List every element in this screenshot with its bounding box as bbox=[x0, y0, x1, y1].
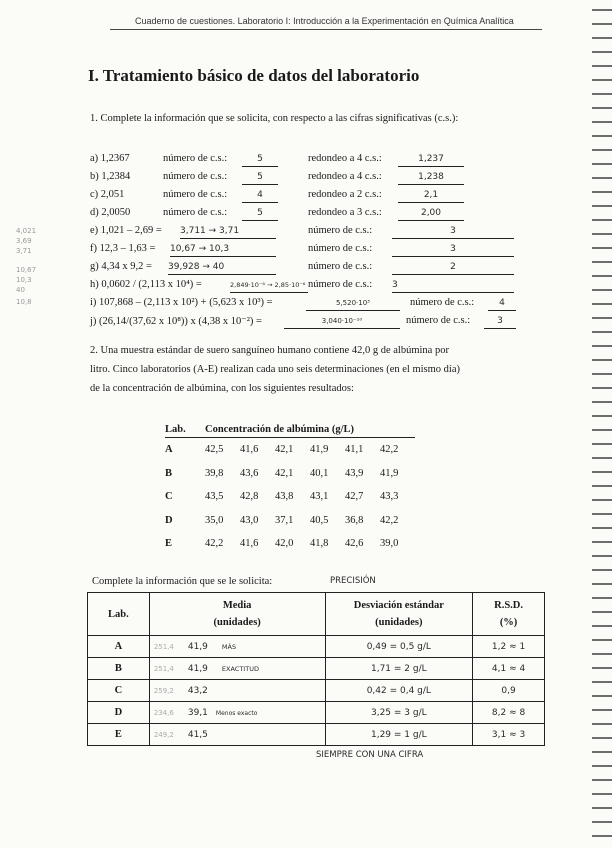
pencil-sum: 251,4 bbox=[153, 643, 174, 651]
value-cell: 43,3 bbox=[380, 491, 399, 503]
margin-note: 10,3 bbox=[16, 276, 32, 284]
item-label: número de c.s.: bbox=[163, 189, 228, 200]
spiral-binding bbox=[592, 0, 612, 848]
value-cell: 39,0 bbox=[380, 538, 399, 550]
value-cell: 42,1 bbox=[275, 444, 294, 456]
sd-cell bbox=[325, 680, 473, 702]
handwritten-answer: 39,1 bbox=[187, 708, 208, 718]
lab-cell: E bbox=[165, 538, 173, 550]
item-label: número de c.s.: bbox=[308, 225, 373, 236]
question-2-text: de la concentración de albúmina, con los siguientes resultados: bbox=[90, 383, 354, 394]
table-row bbox=[165, 438, 415, 462]
handwritten-answer: 3,1 ≈ 3 bbox=[491, 730, 526, 740]
value-cell: 42,1 bbox=[275, 467, 294, 479]
handwritten-answer: 3,25 = 3 g/L bbox=[370, 708, 427, 718]
col-header-mean bbox=[149, 593, 325, 636]
value-cell: 41,6 bbox=[240, 444, 259, 456]
item-label: redondeo a 2 c.s.: bbox=[308, 189, 382, 200]
rsd-cell bbox=[473, 680, 545, 702]
item-text: g) 4,34 x 9,2 = bbox=[90, 261, 152, 272]
sd-cell bbox=[325, 658, 473, 680]
item-label: número de c.s.: bbox=[308, 243, 373, 254]
pencil-sum: 234,6 bbox=[153, 709, 174, 717]
rsd-cell bbox=[473, 658, 545, 680]
col-header-sd bbox=[325, 593, 473, 636]
item-label: número de c.s.: bbox=[308, 279, 373, 290]
handwritten-answer: 41,9 bbox=[187, 664, 208, 674]
handwritten-answer: 39,928 → 40 bbox=[168, 262, 225, 272]
handwritten-footer-note: SIEMPRE CON UNA CIFRA bbox=[316, 750, 424, 760]
item-label: número de c.s.: bbox=[308, 261, 373, 272]
header-units: (%) bbox=[499, 617, 518, 628]
item-text: f) 12,3 – 1,63 = bbox=[90, 243, 156, 254]
handwritten-answer: 3 bbox=[392, 280, 398, 290]
handwritten-note: Menos exacto bbox=[215, 710, 258, 717]
complete-instruction: Complete la información que se le solicita: bbox=[92, 576, 273, 587]
pencil-sum: 251,4 bbox=[153, 665, 174, 673]
handwritten-answer: 3 bbox=[497, 316, 503, 326]
pencil-sum: 259,2 bbox=[153, 687, 174, 695]
value-cell: 43,1 bbox=[310, 491, 329, 503]
value-cell: 43,5 bbox=[205, 491, 224, 503]
handwritten-answer: 2,00 bbox=[420, 208, 442, 218]
value-cell: 42,2 bbox=[380, 514, 399, 526]
handwritten-answer: 8,2 ≈ 8 bbox=[491, 708, 526, 718]
item-text: e) 1,021 – 2,69 = bbox=[90, 225, 162, 236]
handwritten-answer: 5 bbox=[257, 154, 263, 164]
margin-note: 3,69 bbox=[16, 237, 32, 245]
table-row bbox=[88, 724, 545, 746]
item-label: número de c.s.: bbox=[410, 297, 475, 308]
rsd-cell bbox=[473, 702, 545, 724]
value-cell: 35,0 bbox=[205, 514, 224, 526]
margin-note: 10,8 bbox=[16, 298, 32, 306]
header-text: Desviación estándar bbox=[353, 600, 444, 611]
value-cell: 43,8 bbox=[275, 491, 294, 503]
value-cell: 36,8 bbox=[345, 514, 364, 526]
mean-cell bbox=[149, 636, 325, 658]
question-2-text: litro. Cinco laboratorios (A-E) realizan cada uno seis determinaciones (en el mismo día) bbox=[90, 364, 460, 375]
lab-cell: B bbox=[88, 658, 150, 680]
lab-cell: C bbox=[165, 491, 173, 503]
item-label: número de c.s.: bbox=[163, 153, 228, 164]
mean-cell bbox=[149, 702, 325, 724]
rsd-cell bbox=[473, 636, 545, 658]
handwritten-answer: 5 bbox=[257, 172, 263, 182]
handwritten-answer: 3 bbox=[450, 226, 456, 236]
handwritten-answer: 41,9 bbox=[187, 642, 208, 652]
value-cell: 37,1 bbox=[275, 514, 294, 526]
question-1-intro: 1. Complete la información que se solicita, con respecto a las cifras significativas (c.s.): bbox=[90, 113, 459, 124]
value-cell: 43,9 bbox=[345, 467, 364, 479]
value-cell: 43,6 bbox=[240, 467, 259, 479]
sd-cell bbox=[325, 724, 473, 746]
rsd-cell bbox=[473, 724, 545, 746]
sd-cell bbox=[325, 702, 473, 724]
value-cell: 42,0 bbox=[275, 538, 294, 550]
handwritten-answer: 10,67 → 10,3 bbox=[170, 244, 230, 254]
handwritten-answer: 1,237 bbox=[418, 154, 444, 164]
handwritten-answer: 4,1 ≈ 4 bbox=[491, 664, 526, 674]
value-cell: 42,2 bbox=[205, 538, 224, 550]
handwritten-answer: 5 bbox=[257, 208, 263, 218]
table-row bbox=[88, 636, 545, 658]
item-text: c) 2,051 bbox=[90, 189, 125, 200]
item-label: número de c.s.: bbox=[163, 171, 228, 182]
value-cell: 41,8 bbox=[310, 538, 329, 550]
item-text: a) 1,2367 bbox=[90, 153, 130, 164]
handwritten-note-precision: PRECISIÓN bbox=[330, 576, 376, 586]
handwritten-answer: 1,29 = 1 g/L bbox=[370, 730, 427, 740]
mean-cell bbox=[149, 724, 325, 746]
pencil-sum: 249,2 bbox=[153, 731, 174, 739]
value-cell: 41,1 bbox=[345, 444, 364, 456]
value-cell: 43,0 bbox=[240, 514, 259, 526]
mean-cell bbox=[149, 658, 325, 680]
lab-cell: B bbox=[165, 467, 173, 479]
value-cell: 41,9 bbox=[310, 444, 329, 456]
handwritten-answer: 5,520·10³ bbox=[336, 299, 370, 307]
table-row bbox=[88, 702, 545, 724]
item-text: b) 1,2384 bbox=[90, 171, 131, 182]
item-text: j) (26,14/(37,62 x 10⁸)) x (4,38 x 10⁻²) = bbox=[90, 316, 262, 327]
handwritten-answer: 0,9 bbox=[501, 686, 516, 696]
table-row bbox=[165, 485, 415, 509]
lab-cell: C bbox=[88, 680, 150, 702]
col-header-concentration: Concentración de albúmina (g/L) bbox=[205, 424, 415, 438]
item-text: h) 0,0602 / (2,113 x 10⁴) = bbox=[90, 279, 202, 290]
handwritten-answer: 0,49 = 0,5 g/L bbox=[366, 642, 431, 652]
value-cell: 39,8 bbox=[205, 467, 224, 479]
item-label: redondeo a 3 c.s.: bbox=[308, 207, 382, 218]
handwritten-answer: 2,849·10⁻⁶ → 2,85·10⁻⁶ bbox=[230, 281, 306, 289]
mean-cell bbox=[149, 680, 325, 702]
value-cell: 42,5 bbox=[205, 444, 224, 456]
header-text: Lab. bbox=[108, 608, 129, 620]
table-row bbox=[165, 509, 415, 533]
lab-cell: D bbox=[88, 702, 150, 724]
value-cell: 42,2 bbox=[380, 444, 399, 456]
handwritten-answer: 3 bbox=[450, 244, 456, 254]
handwritten-answer: 4 bbox=[499, 298, 505, 308]
handwritten-answer: 4 bbox=[257, 190, 263, 200]
header-units: (unidades) bbox=[213, 617, 261, 628]
item-text: d) 2,0050 bbox=[90, 207, 131, 218]
handwritten-answer: 43,2 bbox=[187, 686, 208, 696]
handwritten-answer: 1,238 bbox=[418, 172, 444, 182]
value-cell: 42,8 bbox=[240, 491, 259, 503]
header-text: R.S.D. bbox=[494, 600, 523, 611]
handwritten-answer: 2,1 bbox=[423, 190, 439, 200]
item-label: redondeo a 4 c.s.: bbox=[308, 153, 382, 164]
lab-cell: A bbox=[88, 636, 150, 658]
header-rule bbox=[110, 29, 542, 30]
value-cell: 40,1 bbox=[310, 467, 329, 479]
handwritten-answer: 3,711 → 3,71 bbox=[180, 226, 240, 236]
handwritten-answer: 1,2 ≈ 1 bbox=[491, 642, 526, 652]
item-label: número de c.s.: bbox=[406, 315, 471, 326]
page-header: Cuaderno de cuestiones. Laboratorio I: Introducción a la Experimentación en Química Analítica bbox=[135, 16, 514, 26]
handwritten-note: EXACTITUD bbox=[221, 665, 259, 673]
lab-cell: A bbox=[165, 444, 173, 456]
section-title: I. Tratamiento básico de datos del laboratorio bbox=[88, 66, 420, 85]
results-table bbox=[87, 592, 545, 746]
margin-note: 4,021 bbox=[16, 227, 37, 235]
table-row bbox=[165, 462, 415, 486]
value-cell: 41,9 bbox=[380, 467, 399, 479]
margin-note: 3,71 bbox=[16, 247, 32, 255]
margin-note: 10,67 bbox=[16, 266, 37, 274]
handwritten-answer: 0,42 = 0,4 g/L bbox=[366, 686, 431, 696]
header-units: (unidades) bbox=[375, 617, 423, 628]
item-text: i) 107,868 – (2,113 x 10²) + (5,623 x 10³) = bbox=[90, 297, 273, 308]
lab-cell: E bbox=[88, 724, 150, 746]
question-2-text: 2. Una muestra estándar de suero sanguíneo humano contiene 42,0 g de albúmina por bbox=[90, 345, 449, 356]
lab-cell: D bbox=[165, 514, 173, 526]
table-row bbox=[88, 680, 545, 702]
albumin-table bbox=[165, 424, 415, 556]
item-label: número de c.s.: bbox=[163, 207, 228, 218]
value-cell: 42,7 bbox=[345, 491, 364, 503]
handwritten-note: MÁS bbox=[221, 643, 237, 651]
header-text: Media bbox=[222, 600, 252, 611]
col-header-rsd bbox=[473, 593, 545, 636]
margin-note: 40 bbox=[16, 286, 25, 294]
col-header-lab: Lab. bbox=[165, 424, 205, 438]
handwritten-answer: 1,71 = 2 g/L bbox=[370, 664, 427, 674]
value-cell: 41,6 bbox=[240, 538, 259, 550]
handwritten-answer: 41,5 bbox=[187, 730, 208, 740]
item-label: redondeo a 4 c.s.: bbox=[308, 171, 382, 182]
handwritten-answer: 2 bbox=[450, 262, 456, 272]
table-row bbox=[165, 532, 415, 556]
handwritten-answer: 3,040·10⁻¹⁰ bbox=[321, 317, 363, 325]
table-row bbox=[88, 658, 545, 680]
sd-cell bbox=[325, 636, 473, 658]
value-cell: 40,5 bbox=[310, 514, 329, 526]
col-header-lab bbox=[88, 593, 150, 636]
value-cell: 42,6 bbox=[345, 538, 364, 550]
